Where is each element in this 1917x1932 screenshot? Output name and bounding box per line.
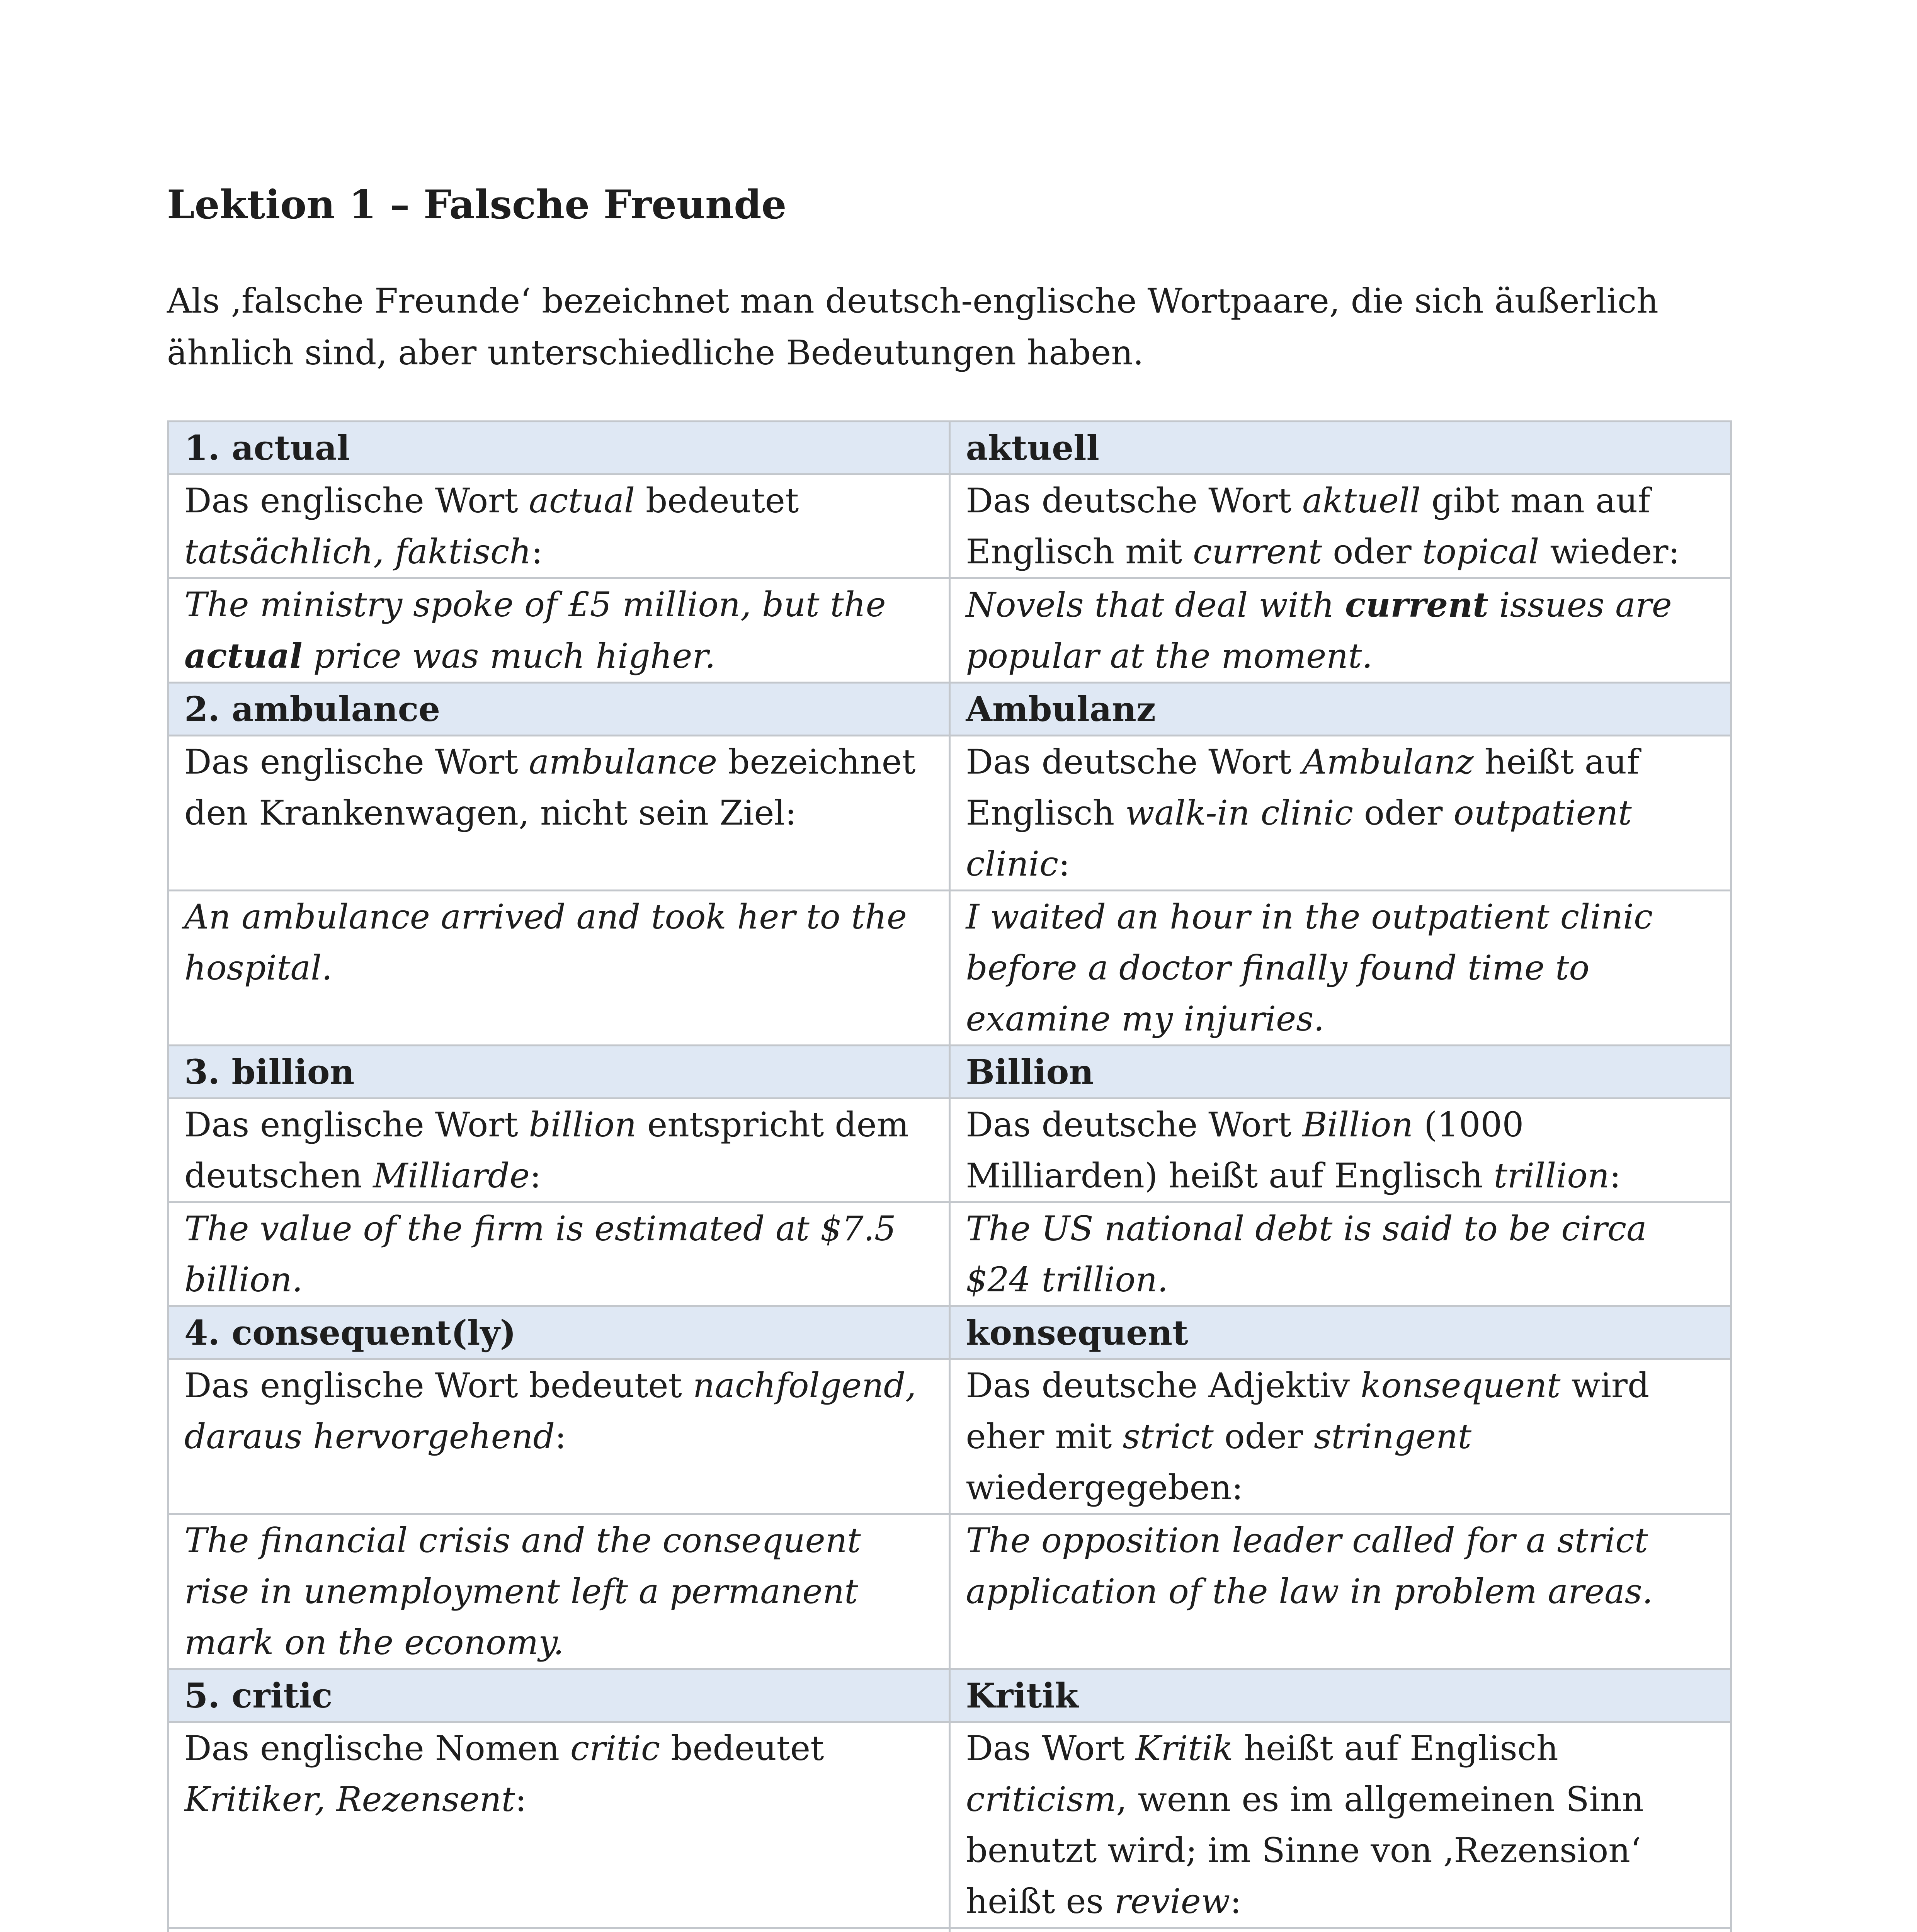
english-example [168, 1928, 950, 1932]
english-example: The ministry spoke of £5 million, but the actual price was much higher. [168, 578, 950, 683]
table-row [168, 578, 1731, 683]
table-row [168, 736, 1731, 891]
table-row [168, 1099, 1731, 1202]
german-explanation: Das deutsche Wort aktuell gibt man auf Englisch mit current oder topical wieder: [949, 474, 1731, 578]
english-example: The value of the firm is estimated at $7.5 billion. [168, 1202, 950, 1306]
intro-paragraph: Als ‚falsche Freunde‘ bezeichnet man deutsch-englische Wortpaare, die sich äußerlich ähnlich sind, aber unterschiedliche Bedeutungen haben. [167, 281, 1658, 372]
entry-header-row [168, 1046, 1731, 1099]
entry-header-row [168, 683, 1731, 736]
english-example: The financial crisis and the consequent rise in unemployment left a permanent mark on the economy. [168, 1514, 950, 1669]
german-example: The US national debt is said to be circa $24 trillion. [949, 1202, 1731, 1306]
english-word: 4. consequent(ly) [168, 1306, 950, 1359]
entry-header-row [168, 1669, 1731, 1722]
table-row [168, 891, 1731, 1046]
english-word: 5. critic [168, 1669, 950, 1722]
german-explanation: Das Wort Kritik heißt auf Englisch criticism, wenn es im allgemeinen Sinn benutzt wird; im Sinne von ‚Rezension‘ heißt es review: [949, 1722, 1731, 1928]
german-word: Kritik [949, 1669, 1731, 1722]
english-explanation: Das englische Wort bedeutet nachfolgend, daraus hervorgehend: [168, 1359, 950, 1514]
german-example: The opposition leader called for a strict application of the law in problem areas. [949, 1514, 1731, 1669]
english-word: 2. ambulance [168, 683, 950, 736]
false-friends-table [167, 420, 1732, 1932]
entry-header-row [168, 1306, 1731, 1359]
german-explanation: Das deutsche Adjektiv konsequent wird eher mit strict oder stringent wiedergegeben: [949, 1359, 1731, 1514]
english-explanation: Das englische Wort billion entspricht dem deutschen Milliarde: [168, 1099, 950, 1202]
table-row [168, 1928, 1731, 1932]
english-explanation: Das englische Wort actual bedeutet tatsächlich, faktisch: [168, 474, 950, 578]
false-friends-table-body [168, 422, 1731, 1932]
german-word: Ambulanz [949, 683, 1731, 736]
table-row [168, 1722, 1731, 1928]
english-explanation: Das englische Wort ambulance bezeichnet den Krankenwagen, nicht sein Ziel: [168, 736, 950, 891]
german-word: aktuell [949, 422, 1731, 474]
german-word: konsequent [949, 1306, 1731, 1359]
german-explanation: Das deutsche Wort Billion (1000 Milliarden) heißt auf Englisch trillion: [949, 1099, 1731, 1202]
german-example: Novels that deal with current issues are popular at the moment. [949, 578, 1731, 683]
entry-header-row [168, 422, 1731, 474]
english-example: An ambulance arrived and took her to the hospital. [168, 891, 950, 1046]
table-row [168, 1359, 1731, 1514]
table-row [168, 1202, 1731, 1306]
english-word: 1. actual [168, 422, 950, 474]
table-row [168, 1514, 1731, 1669]
german-word: Billion [949, 1046, 1731, 1099]
german-example: I waited an hour in the outpatient clinic before a doctor finally found time to examine my injuries. [949, 891, 1731, 1046]
table-row [168, 474, 1731, 578]
german-example [949, 1928, 1731, 1932]
english-explanation: Das englische Nomen critic bedeutet Kritiker, Rezensent: [168, 1722, 950, 1928]
english-word: 3. billion [168, 1046, 950, 1099]
german-explanation: Das deutsche Wort Ambulanz heißt auf Englisch walk-in clinic oder outpatient clinic: [949, 736, 1731, 891]
page-title: Lektion 1 – Falsche Freunde [167, 182, 787, 228]
